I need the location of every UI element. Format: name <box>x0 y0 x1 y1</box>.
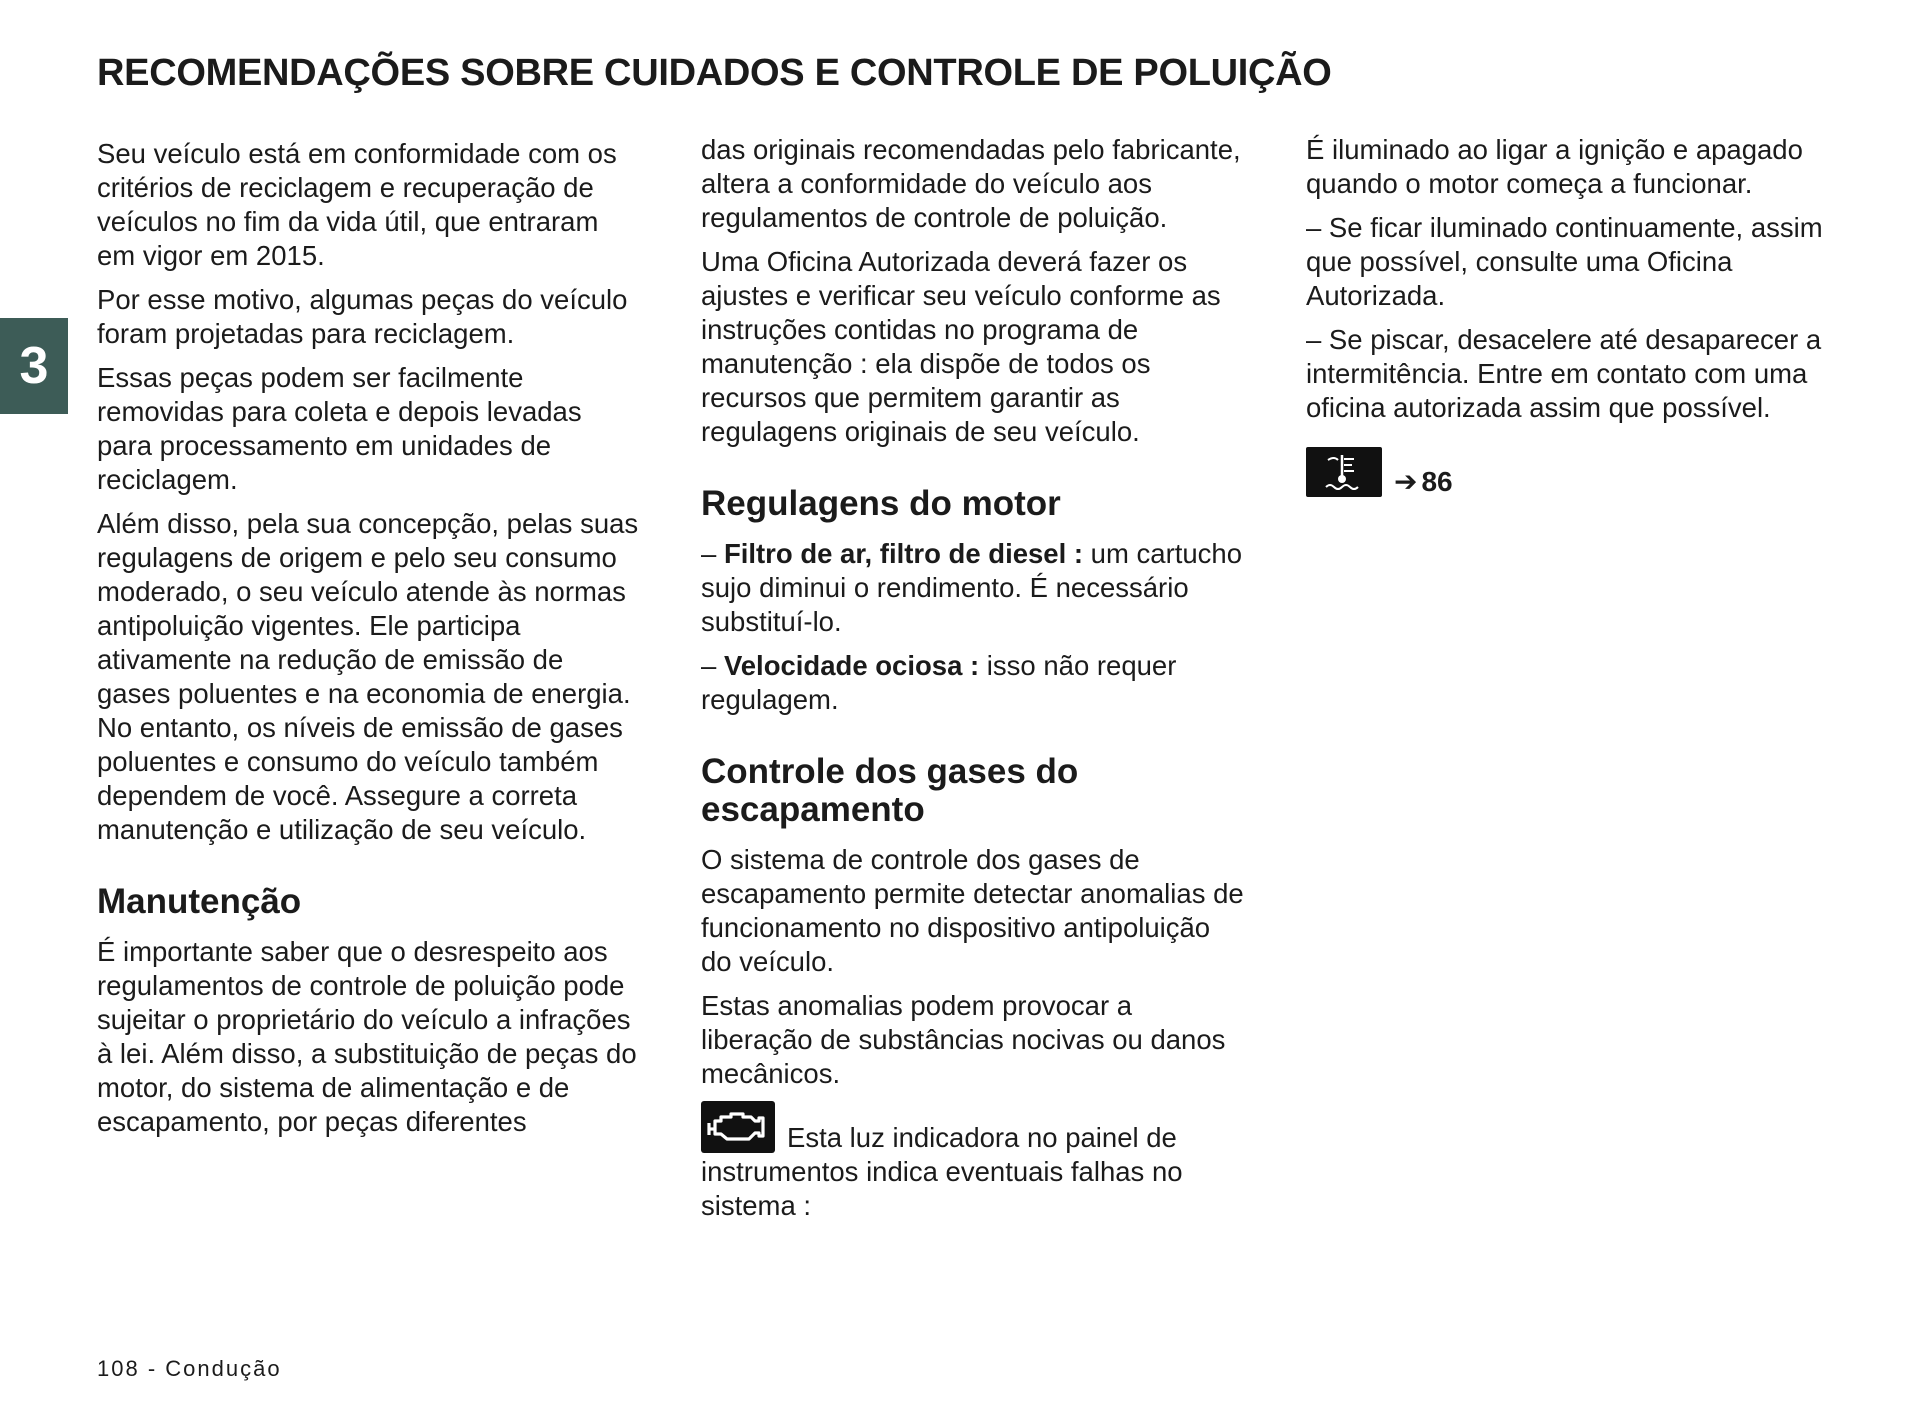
page-title: RECOMENDAÇÕES SOBRE CUIDADOS E CONTROLE DE POLUIÇÃO <box>97 52 1332 94</box>
section-heading-exhaust-control: Controle dos gases do escapamento <box>701 752 1079 829</box>
page-reference <box>1306 447 1851 497</box>
paragraph: Estas anomalias podem provocar a liberação de substâncias nocivas ou danos mecânicos. <box>701 990 1226 1089</box>
indicator-paragraph <box>701 1101 1246 1223</box>
column-1 <box>97 137 642 1149</box>
arrow-right-icon: ➔ <box>1394 466 1418 497</box>
paragraph: Essas peças podem ser facilmente removidas para coleta e depois levadas para processamento em unidades de reciclagem. <box>97 362 582 495</box>
section-heading-maintenance: Manutenção <box>97 882 302 921</box>
list-item: – Filtro de ar, filtro de diesel : um cartucho sujo diminui o rendimento. É necessário substituí-lo. <box>701 538 1243 637</box>
indicator-text: Esta luz indicadora no painel de instrumentos indica eventuais falhas no sistema : <box>701 1122 1183 1221</box>
list-item: – Velocidade ociosa : isso não requer regulagem. <box>701 650 1177 715</box>
paragraph: Além disso, pela sua concepção, pelas suas regulagens de origem e pelo seu consumo moderado, o seu veículo atende às normas antipoluição vigentes. Ele participa ativamente na redução de emissão de gases poluentes e na economia de energia. No entanto, os níveis de emissão de gases poluentes e consumo do veículo também dependem de você. Assegure a correta manutenção e utilização de seu veículo. <box>97 508 639 845</box>
page-footer: 108 - Condução <box>97 1356 282 1381</box>
section-heading-engine-settings: Regulagens do motor <box>701 484 1061 523</box>
paragraph: É importante saber que o desrespeito aos regulamentos de controle de poluição pode sujeitar o proprietário do veículo a infrações à lei. Além disso, a substituição de peças do motor, do sistema de alimentação e de escapamento, por peças diferentes <box>97 936 637 1137</box>
column-3 <box>1306 133 1851 497</box>
paragraph: O sistema de controle dos gases de escapamento permite detectar anomalias de funcionamento no dispositivo antipoluição do veículo. <box>701 844 1244 977</box>
list-item: – Se piscar, desacelere até desaparecer a intermitência. Entre em contato com uma oficina autorizada assim que possível. <box>1306 324 1822 423</box>
paragraph: Por esse motivo, algumas peças do veículo foram projetadas para reciclagem. <box>97 284 628 349</box>
paragraph: É iluminado ao ligar a ignição e apagado quando o motor começa a funcionar. <box>1306 134 1803 199</box>
column-2 <box>701 133 1246 1233</box>
list-item: – Se ficar iluminado continuamente, assim que possível, consulte uma Oficina Autorizada. <box>1306 212 1823 311</box>
paragraph: Seu veículo está em conformidade com os critérios de reciclagem e recuperação de veículos no fim da vida útil, que entraram em vigor em 2015. <box>97 138 617 271</box>
chapter-tab: 3 <box>0 318 68 414</box>
page-reference-number[interactable]: 86 <box>1421 466 1453 497</box>
engine-warning-icon <box>701 1101 775 1153</box>
paragraph: Uma Oficina Autorizada deverá fazer os ajustes e verificar seu veículo conforme as instruções contidas no programa de manutenção : ela dispõe de todos os recursos que permitem garantir as regulagens originais de seu veículo. <box>701 246 1221 447</box>
coolant-temperature-icon <box>1306 447 1382 497</box>
paragraph: das originais recomendadas pelo fabricante, altera a conformidade do veículo aos regulamentos de controle de poluição. <box>701 134 1241 233</box>
